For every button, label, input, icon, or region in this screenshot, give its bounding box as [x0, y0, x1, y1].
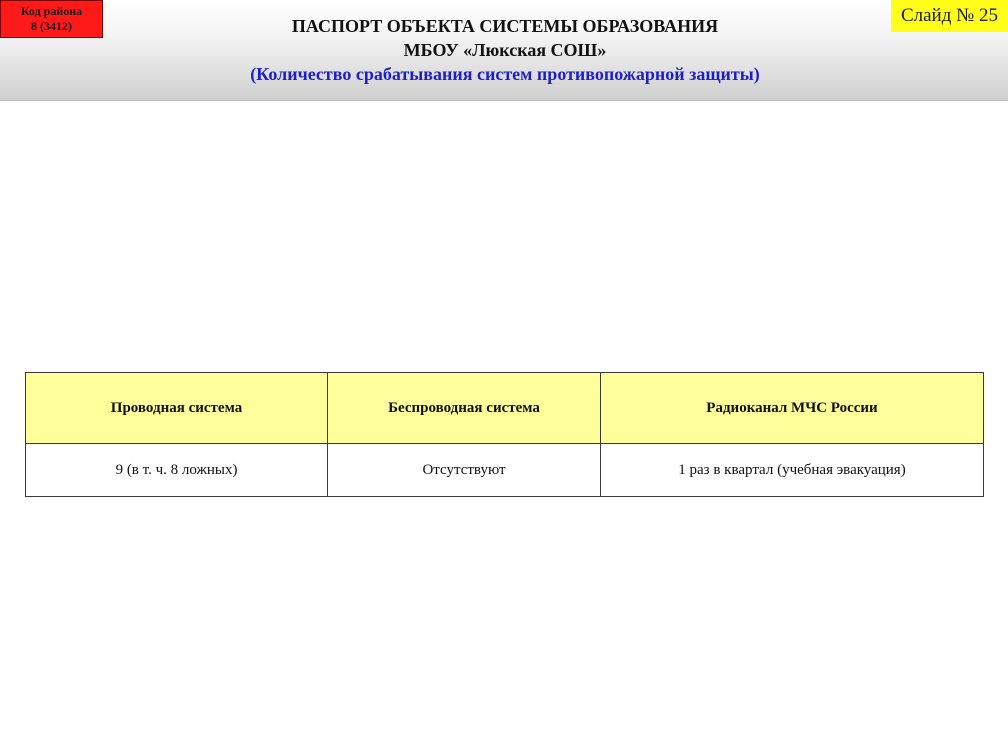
slide-number-badge: Слайд № 25	[891, 0, 1008, 32]
fire-protection-table	[25, 372, 983, 497]
cell-wired-system: 9 (в т. ч. 8 ложных)	[26, 444, 328, 497]
table-row	[26, 444, 984, 497]
cell-mchs-radio-channel: 1 раз в квартал (учебная эвакуация)	[601, 444, 984, 497]
cell-wireless-system: Отсутствуют	[328, 444, 601, 497]
header-mchs-radio-channel: Радиоканал МЧС России	[601, 373, 984, 444]
region-code-label: Код района	[20, 4, 83, 18]
region-code-badge	[0, 0, 103, 38]
region-code-value: 8 (3412)	[31, 19, 72, 33]
table-header-row	[26, 373, 984, 444]
title-line-2: МБОУ «Люкская СОШ»	[403, 40, 607, 60]
header-wireless-system: Беспроводная система	[328, 373, 601, 444]
slide-title	[150, 14, 860, 86]
title-line-3: (Количество срабатывания систем противопожарной защиты)	[250, 64, 760, 84]
slide-header	[0, 0, 1008, 101]
title-line-1: ПАСПОРТ ОБЪЕКТА СИСТЕМЫ ОБРАЗОВАНИЯ	[291, 16, 719, 36]
header-wired-system: Проводная система	[26, 373, 328, 444]
